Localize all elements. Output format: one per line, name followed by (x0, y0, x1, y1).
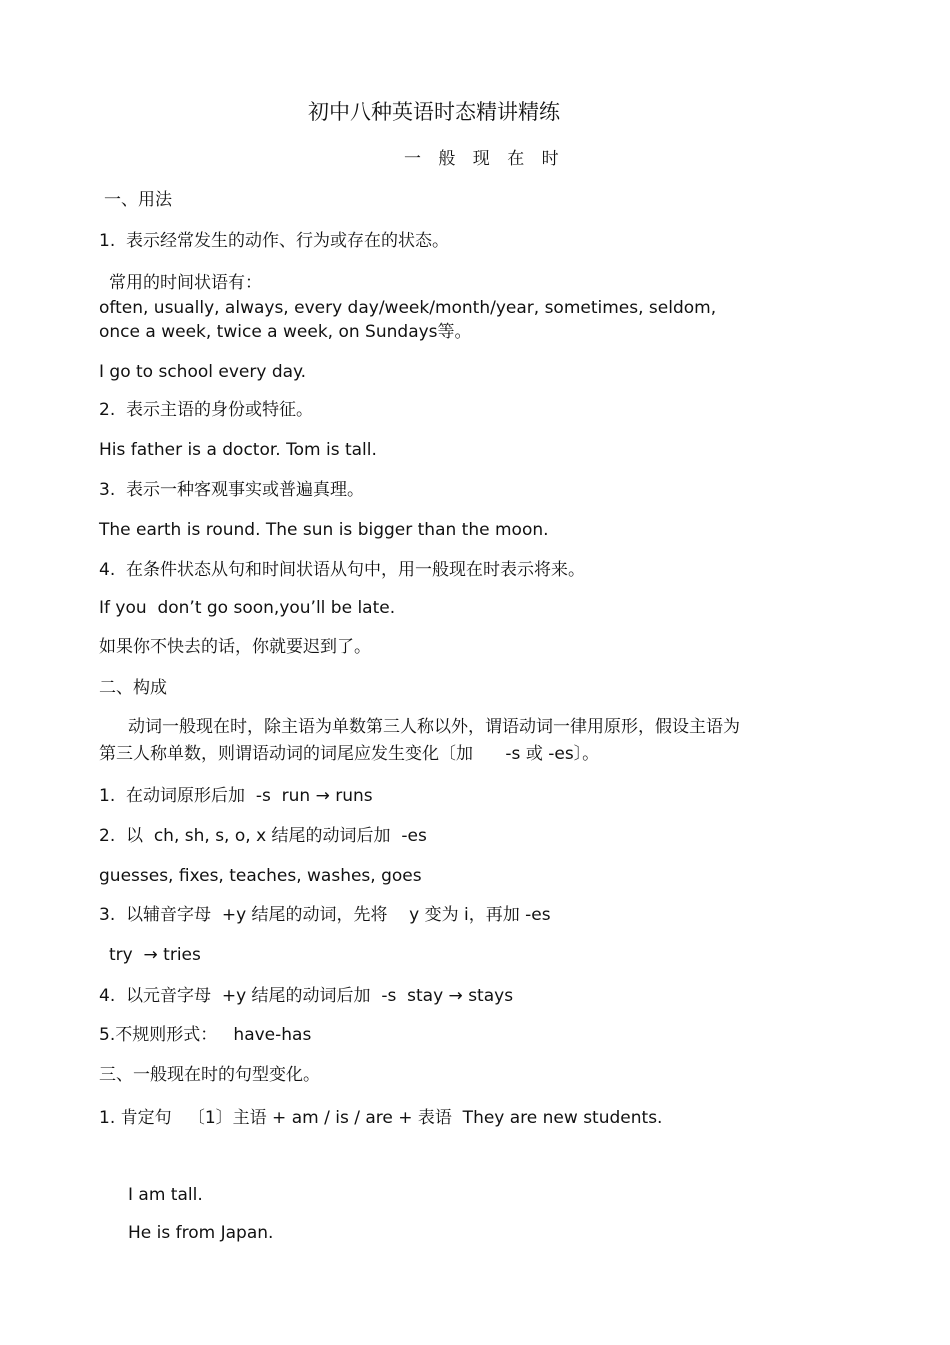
example-translation: 如果你不快去的话，你就要迟到了。 (99, 637, 371, 657)
example-sentence: He is from Japan. (128, 1223, 274, 1243)
example-sentence: I am tall. (128, 1185, 203, 1205)
section-heading-usage: 一、用法 (104, 190, 172, 210)
time-adverbial-line-2: once a week, twice a week, on Sundays等。 (99, 322, 472, 342)
section-heading-formation: 二、构成 (99, 678, 167, 698)
formation-rule-4: 4. 以元音字母 +y 结尾的动词后加 -s stay → stays (99, 986, 514, 1006)
formation-rule-5: 5.不规则形式： have-has (99, 1025, 312, 1045)
formation-rule-3: 3. 以辅音字母 +y 结尾的动词，先将 y 变为 i，再加 -es (99, 905, 551, 925)
example-sentence: The earth is round. The sun is bigger than the moon. (99, 520, 549, 540)
formation-rule-2: 2. 以 ch, sh, s, o, x 结尾的动词后加 -es (99, 826, 427, 846)
usage-item-1: 1. 表示经常发生的动作、行为或存在的状态。 (99, 231, 450, 251)
usage-item-3: 3. 表示一种客观事实或普遍真理。 (99, 480, 365, 500)
page-title: 初中八种英语时态精讲精练 (308, 100, 560, 124)
usage-item-4: 4. 在条件状态从句和时间状语从句中，用一般现在时表示将来。 (99, 560, 586, 580)
formation-paragraph-line-1: 动词一般现在时，除主语为单数第三人称以外，谓语动词一律用原形，假设主语为 (128, 717, 740, 737)
example-sentence: His father is a doctor. Tom is tall. (99, 440, 377, 460)
formation-rule-1: 1. 在动词原形后加 -s run → runs (99, 786, 373, 806)
usage-item-2: 2. 表示主语的身份或特征。 (99, 400, 314, 420)
time-adverbial-line-1: often, usually, always, every day/week/month/year, sometimes, seldom, (99, 298, 717, 318)
section-heading-patterns: 三、一般现在时的句型变化。 (99, 1065, 320, 1085)
example-sentence: If you don’t go soon,you’ll be late. (99, 598, 396, 618)
section-subtitle: 一 般 现 在 时 (404, 149, 565, 169)
example-sentence: I go to school every day. (99, 362, 307, 382)
example-words: try → tries (109, 945, 201, 965)
formation-paragraph-line-2: 第三人称单数，则谓语动词的词尾应发生变化〔加 -s 或 -es〕。 (99, 744, 600, 764)
pattern-affirmative: 1. 肯定句 〔1〕主语 + am / is / are + 表语 They are new students. (99, 1108, 663, 1128)
time-adverbial-label: 常用的时间状语有： (109, 273, 262, 293)
example-words: guesses, fixes, teaches, washes, goes (99, 866, 422, 886)
